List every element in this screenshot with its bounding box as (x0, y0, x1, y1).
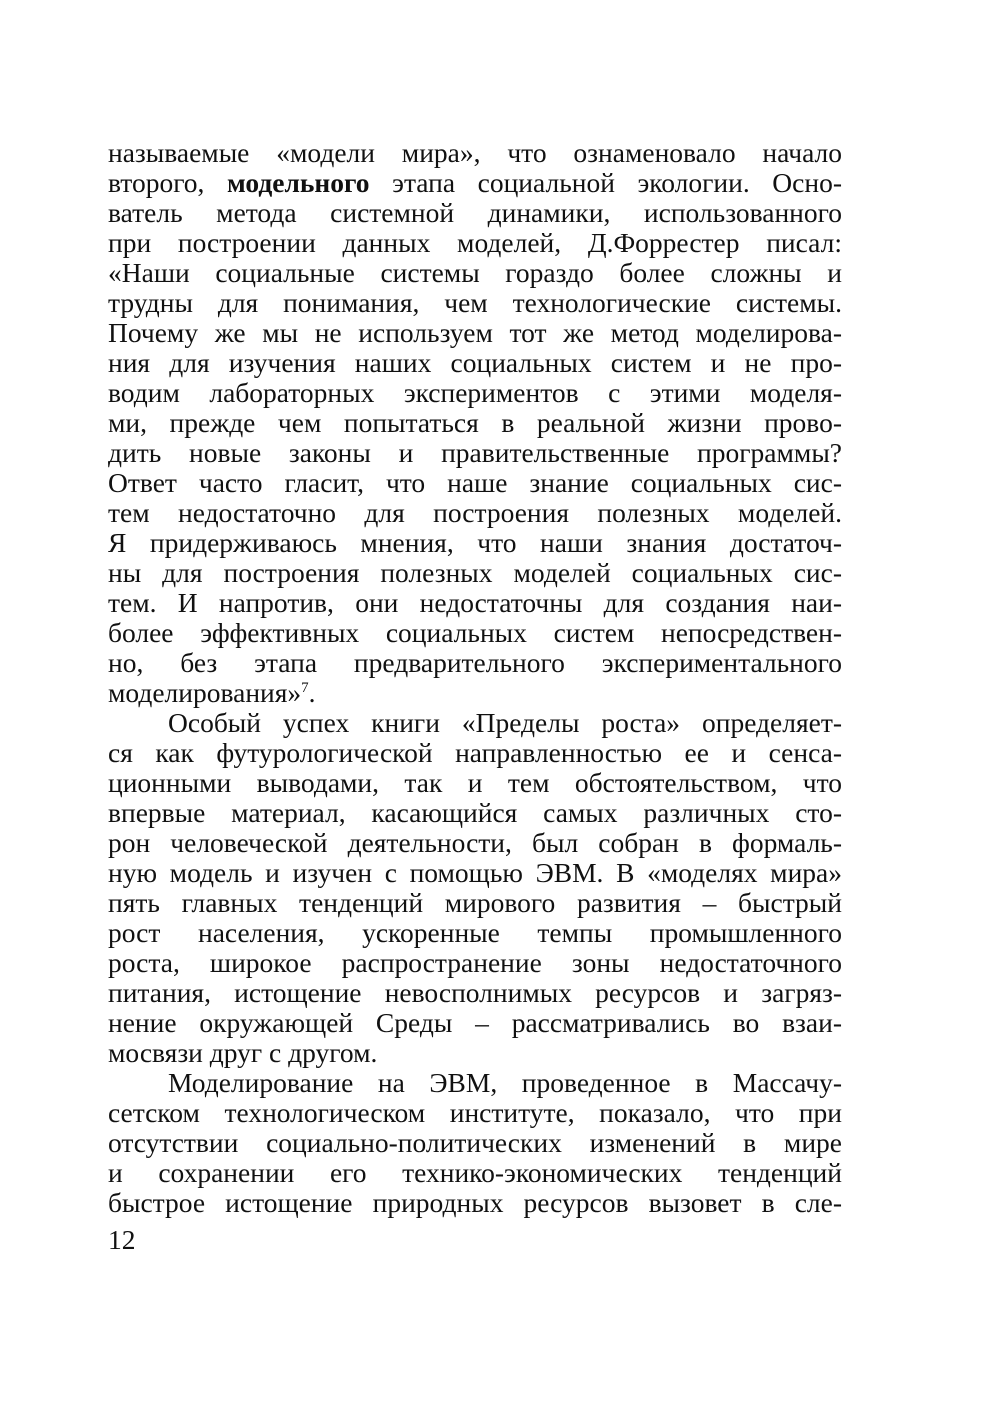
text-line: Особый успех книги «Пределы роста» определяет- (168, 707, 842, 738)
text-line: дить новые законы и правительственные программы? (108, 437, 842, 468)
text-run: второго, (108, 167, 227, 198)
text-line: Почему же мы не используем тот же метод моделирова- (108, 317, 842, 348)
page-body (108, 138, 842, 1218)
text-line: тем недостаточно для построения полезных моделей. (108, 497, 842, 528)
text-line: рон человеческой деятельности, был собран в формаль- (108, 827, 842, 858)
paragraph-2 (108, 708, 842, 1068)
text-run: моделирования» (108, 677, 302, 708)
bold-term: модельного (227, 167, 370, 198)
text-line: роста, широкое распространение зоны недостаточного (108, 947, 842, 978)
text-line: трудны для понимания, чем технологические системы. (108, 287, 842, 318)
text-line: «Наши социальные системы гораздо более сложны и (108, 257, 842, 288)
text-run: . (308, 677, 316, 708)
text-line: водим лабораторных экспериментов с этими моделя- (108, 377, 842, 408)
text-line: ватель метода системной динамики, использованного (108, 197, 842, 228)
text-line: Я придерживаюсь мнения, что наши знания достаточ- (108, 527, 842, 558)
text-line: пять главных тенденций мирового развития – быстрый (108, 887, 842, 918)
text-line: сетском технологическом институте, показало, что при (108, 1097, 842, 1128)
text-line: более эффективных социальных систем непосредствен- (108, 617, 842, 648)
text-line: отсутствии социально-политических изменений в мире (108, 1127, 842, 1158)
paragraph-1 (108, 138, 842, 708)
text-line: ми, прежде чем попытаться в реальной жизни прово- (108, 407, 842, 438)
text-line: ны для построения полезных моделей социальных сис- (108, 557, 842, 588)
paragraph-3 (108, 1068, 842, 1218)
text-run: этапа социальной экологии. Осно- (369, 167, 842, 198)
text-line: питания, истощение невосполнимых ресурсов и загряз- (108, 977, 842, 1008)
footnote-reference[interactable]: 7 (301, 679, 309, 696)
text-line: и сохранении его технико-экономических тенденций (108, 1157, 842, 1188)
text-line: ционными выводами, так и тем обстоятельством, что (108, 767, 842, 798)
text-line: при построении данных моделей, Д.Форрестер писал: (108, 227, 842, 258)
text-line: впервые материал, касающийся самых различных сто- (108, 797, 842, 828)
text-line (108, 678, 842, 708)
text-line: Моделирование на ЭВМ, проведенное в Массачу- (168, 1067, 842, 1098)
text-line: нение окружающей Среды – рассматривались во взаи- (108, 1007, 842, 1038)
text-line: ся как футурологической направленностью ее и сенса- (108, 737, 842, 768)
text-line: рост населения, ускоренные темпы промышленного (108, 917, 842, 948)
text-line: Ответ часто гласит, что наше знание социальных сис- (108, 467, 842, 498)
text-line: тем. И напротив, они недостаточны для создания наи- (108, 587, 842, 618)
text-line (108, 168, 842, 198)
text-line: называемые «модели мира», что ознаменовало начало (108, 137, 842, 168)
text-line: мосвязи друг с другом. (108, 1037, 378, 1068)
text-line: но, без этапа предварительного экспериментального (108, 647, 842, 678)
text-line: ную модель и изучен с помощью ЭВМ. В «моделях мира» (108, 857, 842, 888)
page-number: 12 (108, 1224, 136, 1255)
text-line: ния для изучения наших социальных систем и не про- (108, 347, 842, 378)
text-line: быстрое истощение природных ресурсов вызовет в сле- (108, 1187, 842, 1218)
